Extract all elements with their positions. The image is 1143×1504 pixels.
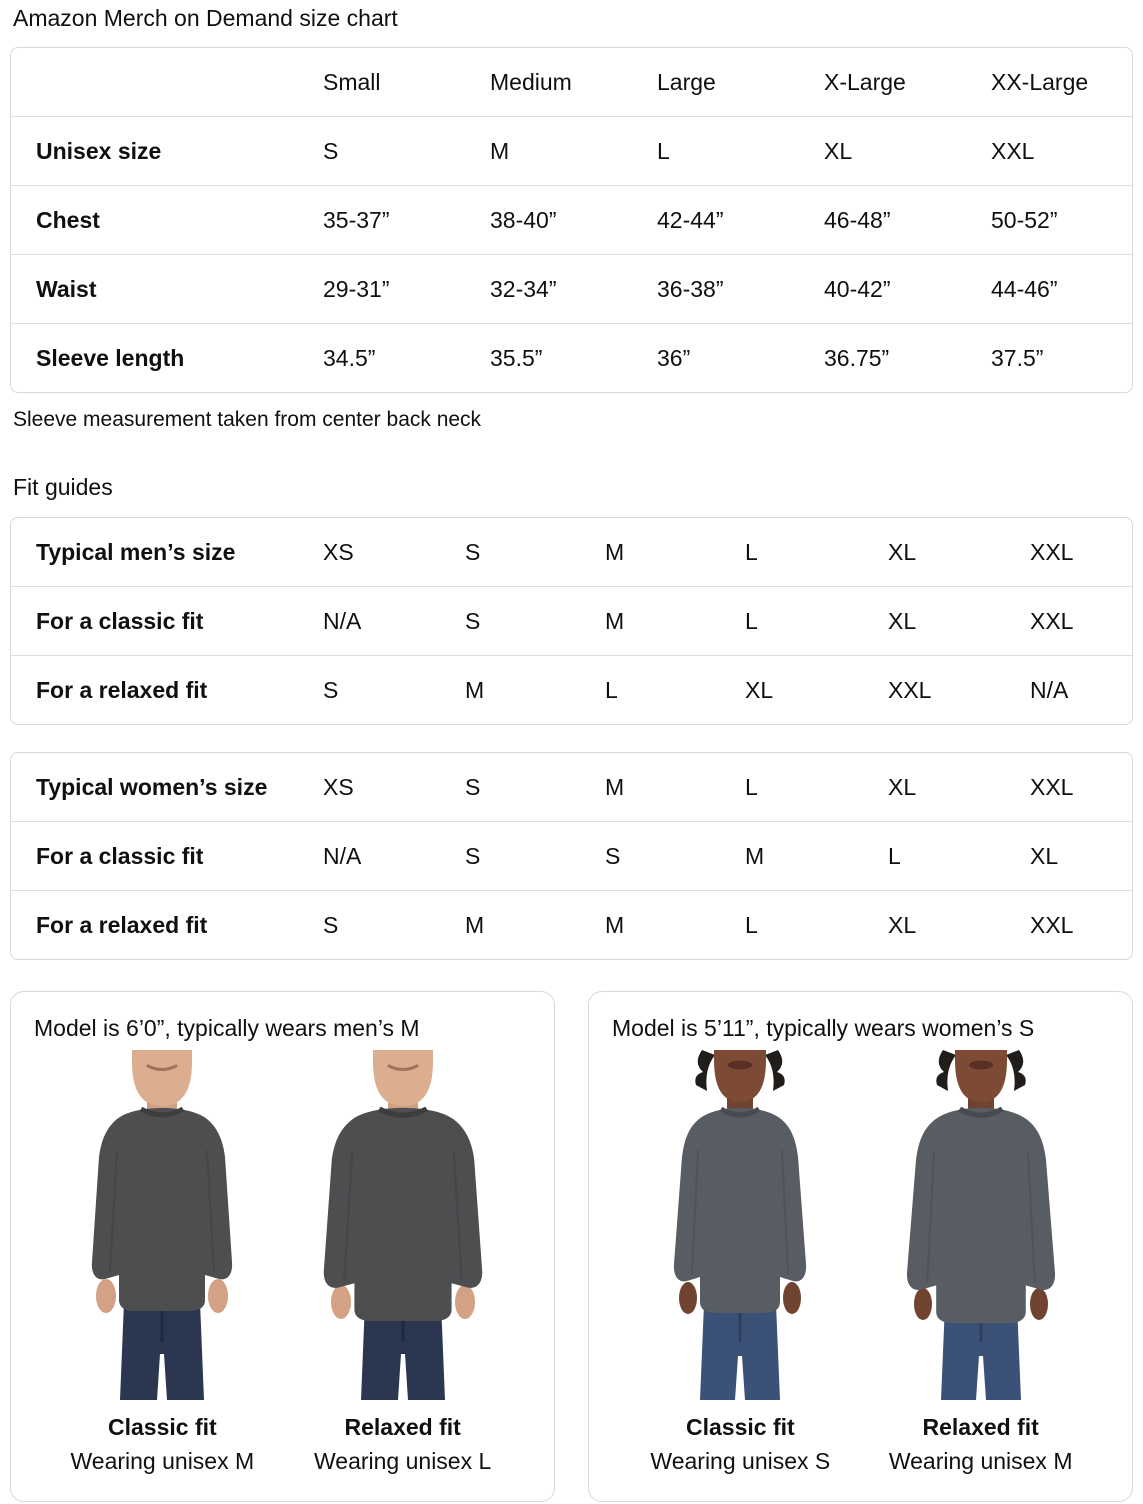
size-cell: XL [888,607,917,634]
size-cell: 46-48” [824,206,891,233]
size-cell: L [745,773,758,800]
size-cell: XXL [1030,538,1074,565]
table-row [11,890,1132,959]
row-label: Waist [36,275,97,302]
size-cell: S [323,137,339,164]
table-row [11,116,1132,185]
figure-row [31,1050,534,1475]
figure-relaxed-fit [872,1050,1090,1475]
size-cell: XXL [1030,607,1074,634]
size-cell: 36.75” [824,344,890,371]
size-cell: L [605,676,618,703]
size-cell: XS [323,773,354,800]
wearing-caption: Wearing unisex M [888,1448,1073,1474]
size-cell: XXL [888,676,932,703]
size-cell: XL [1030,842,1059,869]
row-label: For a relaxed fit [36,676,208,703]
size-cell: M [465,676,485,703]
figure-classic-fit [53,1050,271,1475]
size-cell: XL [888,538,917,565]
size-chart-page [0,4,1143,1502]
size-cell: L [657,137,670,164]
size-cell: XXL [991,137,1035,164]
size-cell: S [465,607,481,634]
column-header: Medium [490,68,572,95]
row-label: Unisex size [36,137,162,164]
table-row [11,518,1132,586]
size-cell: N/A [323,842,362,869]
table-row [11,821,1132,890]
table-row [11,753,1132,821]
fit-caption: Classic fit [108,1414,217,1440]
size-cell: 40-42” [824,275,891,302]
fit-caption: Relaxed fit [344,1414,461,1440]
row-label: For a relaxed fit [36,911,208,938]
size-cell: M [605,607,625,634]
size-cell: L [888,842,901,869]
male-model-classic-photo [62,1050,262,1400]
table-row [11,254,1132,323]
fit-caption: Classic fit [686,1414,795,1440]
wearing-caption: Wearing unisex S [650,1448,831,1474]
table-row [11,185,1132,254]
model-card-title: Model is 5’11”, typically wears women’s S [612,1015,1035,1041]
column-header: XX-Large [991,68,1089,95]
size-cell: M [465,911,485,938]
size-cell: 35-37” [323,206,390,233]
row-label: Chest [36,206,100,233]
size-cell: L [745,538,758,565]
size-cell: 32-34” [490,275,557,302]
model-cards [10,991,1133,1502]
size-cell: L [745,607,758,634]
size-cell: N/A [1030,676,1069,703]
fit-caption: Relaxed fit [922,1414,1039,1440]
sleeve-footnote: Sleeve measurement taken from center back neck [13,408,482,431]
size-cell: S [605,842,621,869]
mens-fit-table [10,517,1133,725]
size-cell: XS [323,538,354,565]
size-cell: S [465,538,481,565]
size-chart-table [10,47,1133,393]
size-cell: XL [824,137,853,164]
size-cell: 35.5” [490,344,543,371]
size-cell: 38-40” [490,206,557,233]
size-cell: 29-31” [323,275,390,302]
size-cell: 50-52” [991,206,1058,233]
row-label: For a classic fit [36,607,204,634]
size-cell: M [490,137,510,164]
womens-model-card [588,991,1133,1502]
size-cell: M [745,842,765,869]
wearing-caption: Wearing unisex L [314,1448,492,1474]
female-model-relaxed-photo [881,1050,1081,1400]
column-header: Small [323,68,381,95]
womens-fit-table [10,752,1133,960]
mens-model-card [10,991,555,1502]
female-model-classic-photo [640,1050,840,1400]
size-cell: S [323,676,339,703]
size-cell: 42-44” [657,206,724,233]
page-title: Amazon Merch on Demand size chart [13,5,398,31]
table-header-row [11,48,1132,116]
size-cell: XL [888,911,917,938]
column-header: X-Large [824,68,906,95]
male-model-relaxed-photo [303,1050,503,1400]
size-cell: S [465,842,481,869]
table-row [11,655,1132,724]
table-row [11,586,1132,655]
figure-relaxed-fit [294,1050,512,1475]
size-cell: L [745,911,758,938]
size-cell: 34.5” [323,344,376,371]
size-cell: M [605,911,625,938]
size-cell: S [323,911,339,938]
size-cell: XL [745,676,774,703]
size-cell: N/A [323,607,362,634]
size-cell: M [605,538,625,565]
size-cell: 36-38” [657,275,724,302]
table-row [11,323,1132,392]
figure-row [609,1050,1112,1475]
size-cell: 44-46” [991,275,1058,302]
column-header: Large [657,68,716,95]
row-label: For a classic fit [36,842,204,869]
size-cell: XXL [1030,911,1074,938]
size-cell: XL [888,773,917,800]
size-cell: XXL [1030,773,1074,800]
row-label: Sleeve length [36,344,185,371]
size-cell: M [605,773,625,800]
row-label: Typical women’s size [36,773,268,800]
figure-classic-fit [631,1050,849,1475]
fit-guides-heading: Fit guides [13,474,113,500]
row-label: Typical men’s size [36,538,236,565]
size-cell: S [465,773,481,800]
model-card-title: Model is 6’0”, typically wears men’s M [34,1015,420,1041]
size-cell: 36” [657,344,691,371]
wearing-caption: Wearing unisex M [70,1448,255,1474]
size-cell: 37.5” [991,344,1044,371]
